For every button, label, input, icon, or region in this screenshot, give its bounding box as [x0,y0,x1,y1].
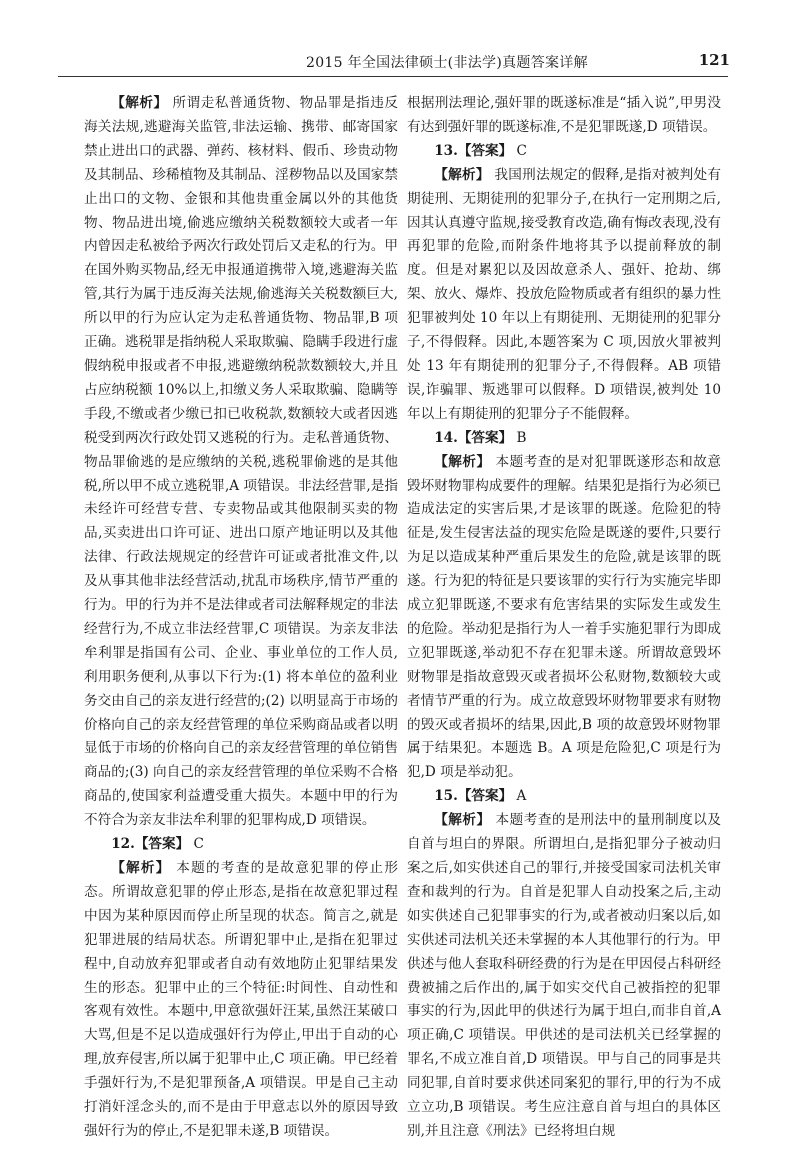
answer-line-12 [84,833,398,857]
answer-value: C [193,836,204,853]
analysis-tag: 【解析】 [111,860,171,876]
analysis-paragraph [407,164,721,427]
answer-line-13 [407,140,721,164]
analysis-paragraph [407,451,721,786]
answer-label: 14.【答案】 [434,429,513,446]
answer-label: 15.【答案】 [434,788,513,805]
left-column [84,92,398,1144]
analysis-text: 本题的考查的是故意犯罪的停止形态。所谓故意犯罪的停止形态,是指在故意犯罪过程中因为某种原因而停止所呈现的状态。简言之,就是犯罪进展的结局状态。所谓犯罪中止,是指在犯罪过程中,自动放弃犯罪或者自动有效地防止犯罪结果发生的形态。犯罪中止的三个特征:时间性、自动性和客观有效性。本题中,甲意欲强奸汪某,虽然汪某破口大骂,但是不足以造成强奸行为停止,甲出于自动的心理,放弃侵害,所以属于犯罪中止,C 项正确。甲已经着手强奸行为,不是犯罪预备,A 项错误。甲是自己主动打消奸淫念头的,而不是由于甲意志以外的原因导致强奸行为的停止,不是犯罪未遂,B 项错误。 [84,860,399,1139]
page-number: 121 [698,51,730,69]
analysis-tag: 【解析】 [111,95,168,111]
answer-label: 13.【答案】 [434,142,513,159]
continued-paragraph: 根据刑法理论,强奸罪的既遂标准是“插入说”,甲男没有达到强奸罪的既遂标准,不是犯罪既遂,D 项错误。 [407,95,721,135]
analysis-text: 本题考查的是对犯罪既遂形态和故意毁坏财物罪构成要件的理解。结果犯是指行为必须已造成法定的实害后果,才是该罪的既遂。危险犯的特征是,发生侵害法益的现实危险是既遂的要件,只要行为足以造成某种严重后果发生的危险,就是该罪的既遂。行为犯的特征是只要该罪的实行行为实施完毕即成立犯罪既遂,不要求有危害结果的实际发生或发生的危险。举动犯是指行为人一着手实施犯罪行为即成立犯罪既遂,举动犯不存在犯罪未遂。所谓故意毁坏财物罪是指故意毁灭或者损坏公私财物,数额较大或者情节严重的行为。成立故意毁坏财物罪要求有财物的毁灭或者损坏的结果,因此,B 项的故意毁坏财物罪属于结果犯。本题选 B。A 项是危险犯,C 项是行为犯,D 项是举动犯。 [407,453,721,781]
answer-label: 12.【答案】 [111,836,190,853]
answer-value: A [516,788,527,805]
analysis-paragraph [84,857,398,1144]
analysis-text: 本题考查的是刑法中的量刑制度以及自首与坦白的界限。所谓坦白,是指犯罪分子被动归案之后,如实供述自己的罪行,并接受国家司法机关审查和裁判的行为。自首是犯罪人自动投案之后,主动如实供述自己犯罪事实的行为,或者被动归案以后,如实供述司法机关还未掌握的本人其他罪行的行为。甲供述与他人套取科研经费的行为是在甲因侵占科研经费被捕之后作出的,属于如实交代自己被指控的犯罪事实的行为,因此甲的供述行为属于坦白,而非自首,A 项正确,C 项错误。甲供述的是司法机关已经掌握的罪名,不成立准自首,D 项错误。甲与自己的同事是共同犯罪,自首时要求供述同案犯的罪行,甲的行为不成立立功,B 项错误。考生应注意自首与坦白的具体区别,并且注意《刑法》已经将坦白规 [407,812,721,1139]
answer-line-14 [407,427,721,451]
running-title: 2015 年全国法律硕士(非法学)真题答案详解 [306,55,588,71]
analysis-paragraph [84,92,398,833]
analysis-paragraph [407,809,721,1144]
answer-line-15 [407,785,721,809]
page-header [58,46,728,77]
analysis-tag: 【解析】 [434,453,491,470]
answer-value: B [516,429,527,446]
right-column [407,92,721,1144]
analysis-tag: 【解析】 [434,812,491,829]
analysis-text: 我国刑法规定的假释,是指对被判处有期徒刑、无期徒刑的犯罪分子,在执行一定刑期之后,因其认真遵守监规,接受教育改造,确有悔改表现,没有再犯罪的危险,而附条件地将其予以提前释放的制度。但是对累犯以及因故意杀人、强奸、抢劫、绑架、放火、爆炸、投放危险物质或者有组织的暴力性犯罪被判处 10 年以上有期徒刑、无期徒刑的犯罪分子,不得假释。因此,本题答案为 C 项,因放火罪被判处 13 年有期徒刑的犯罪分子,不得假释。AB 项错误,诈骗罪、叛逃罪可以假释。D 项错误,被判处 10 年以上有期徒刑的犯罪分子不能假释。 [407,166,721,422]
answer-value: C [516,142,527,159]
analysis-tag: 【解析】 [434,166,490,183]
analysis-text: 所谓走私普通货物、物品罪是指违反海关法规,逃避海关监管,非法运输、携带、邮寄国家禁止进出口的武器、弹药、核材料、假币、珍贵动物及其制品、珍稀植物及其制品、淫秽物品以及国家禁止出口的文物、金银和其他贵重金属以外的其他货物、物品进出境,偷逃应缴纳关税数额较大或者一年内曾因走私被给予两次行政处罚后又走私的行为。甲在国外购买物品,经无申报通道携带入境,逃避海关监管,其行为属于违反海关法规,偷逃海关关税数额巨大,所以甲的行为应认定为走私普通货物、物品罪,B 项正确。逃税罪是指纳税人采取欺骗、隐瞒手段进行虚假纳税申报或者不申报,逃避缴纳税款数额较大,并且占应纳税额 10%以上,扣缴义务人采取欺骗、隐瞒等手段,不缴或者少缴已扣已收税款,数额较大或者因逃税受到两次行政处罚又逃税的行为。走私普通货物、物品罪偷逃的是应缴纳的关税,逃税罪偷逃的是其他税,所以甲不成立逃税罪,A 项错误。非法经营罪,是指未经许可经营专营、专卖物品或其他限制买卖的物品,买卖进出口许可证、进出口原产地证明以及其他法律、行政法规规定的经营许可证或者批准文件,以及从事其他非法经营活动,扰乱市场秩序,情节严重的行为。甲的行为并不是法律或者司法解释规定的非法经营行为,不成立非法经营罪,C 项错误。为亲友非法牟利罪是指国有公司、企业、事业单位的工作人员,利用职务便利,从事以下行为:(1) 将本单位的盈利业务交由自己的亲友进行经营的;(2) 以明显高于市场的价格向自己的亲友经营管理的单位采购商品或者以明显低于市场的价格向自己的亲友经营管理的单位销售商品的;(3) 向自己的亲友经营管理的单位采购不合格商品的,使国家利益遭受重大损失。本题中甲的行为不符合为亲友非法牟利罪的犯罪构成,D 项错误。 [84,95,398,829]
